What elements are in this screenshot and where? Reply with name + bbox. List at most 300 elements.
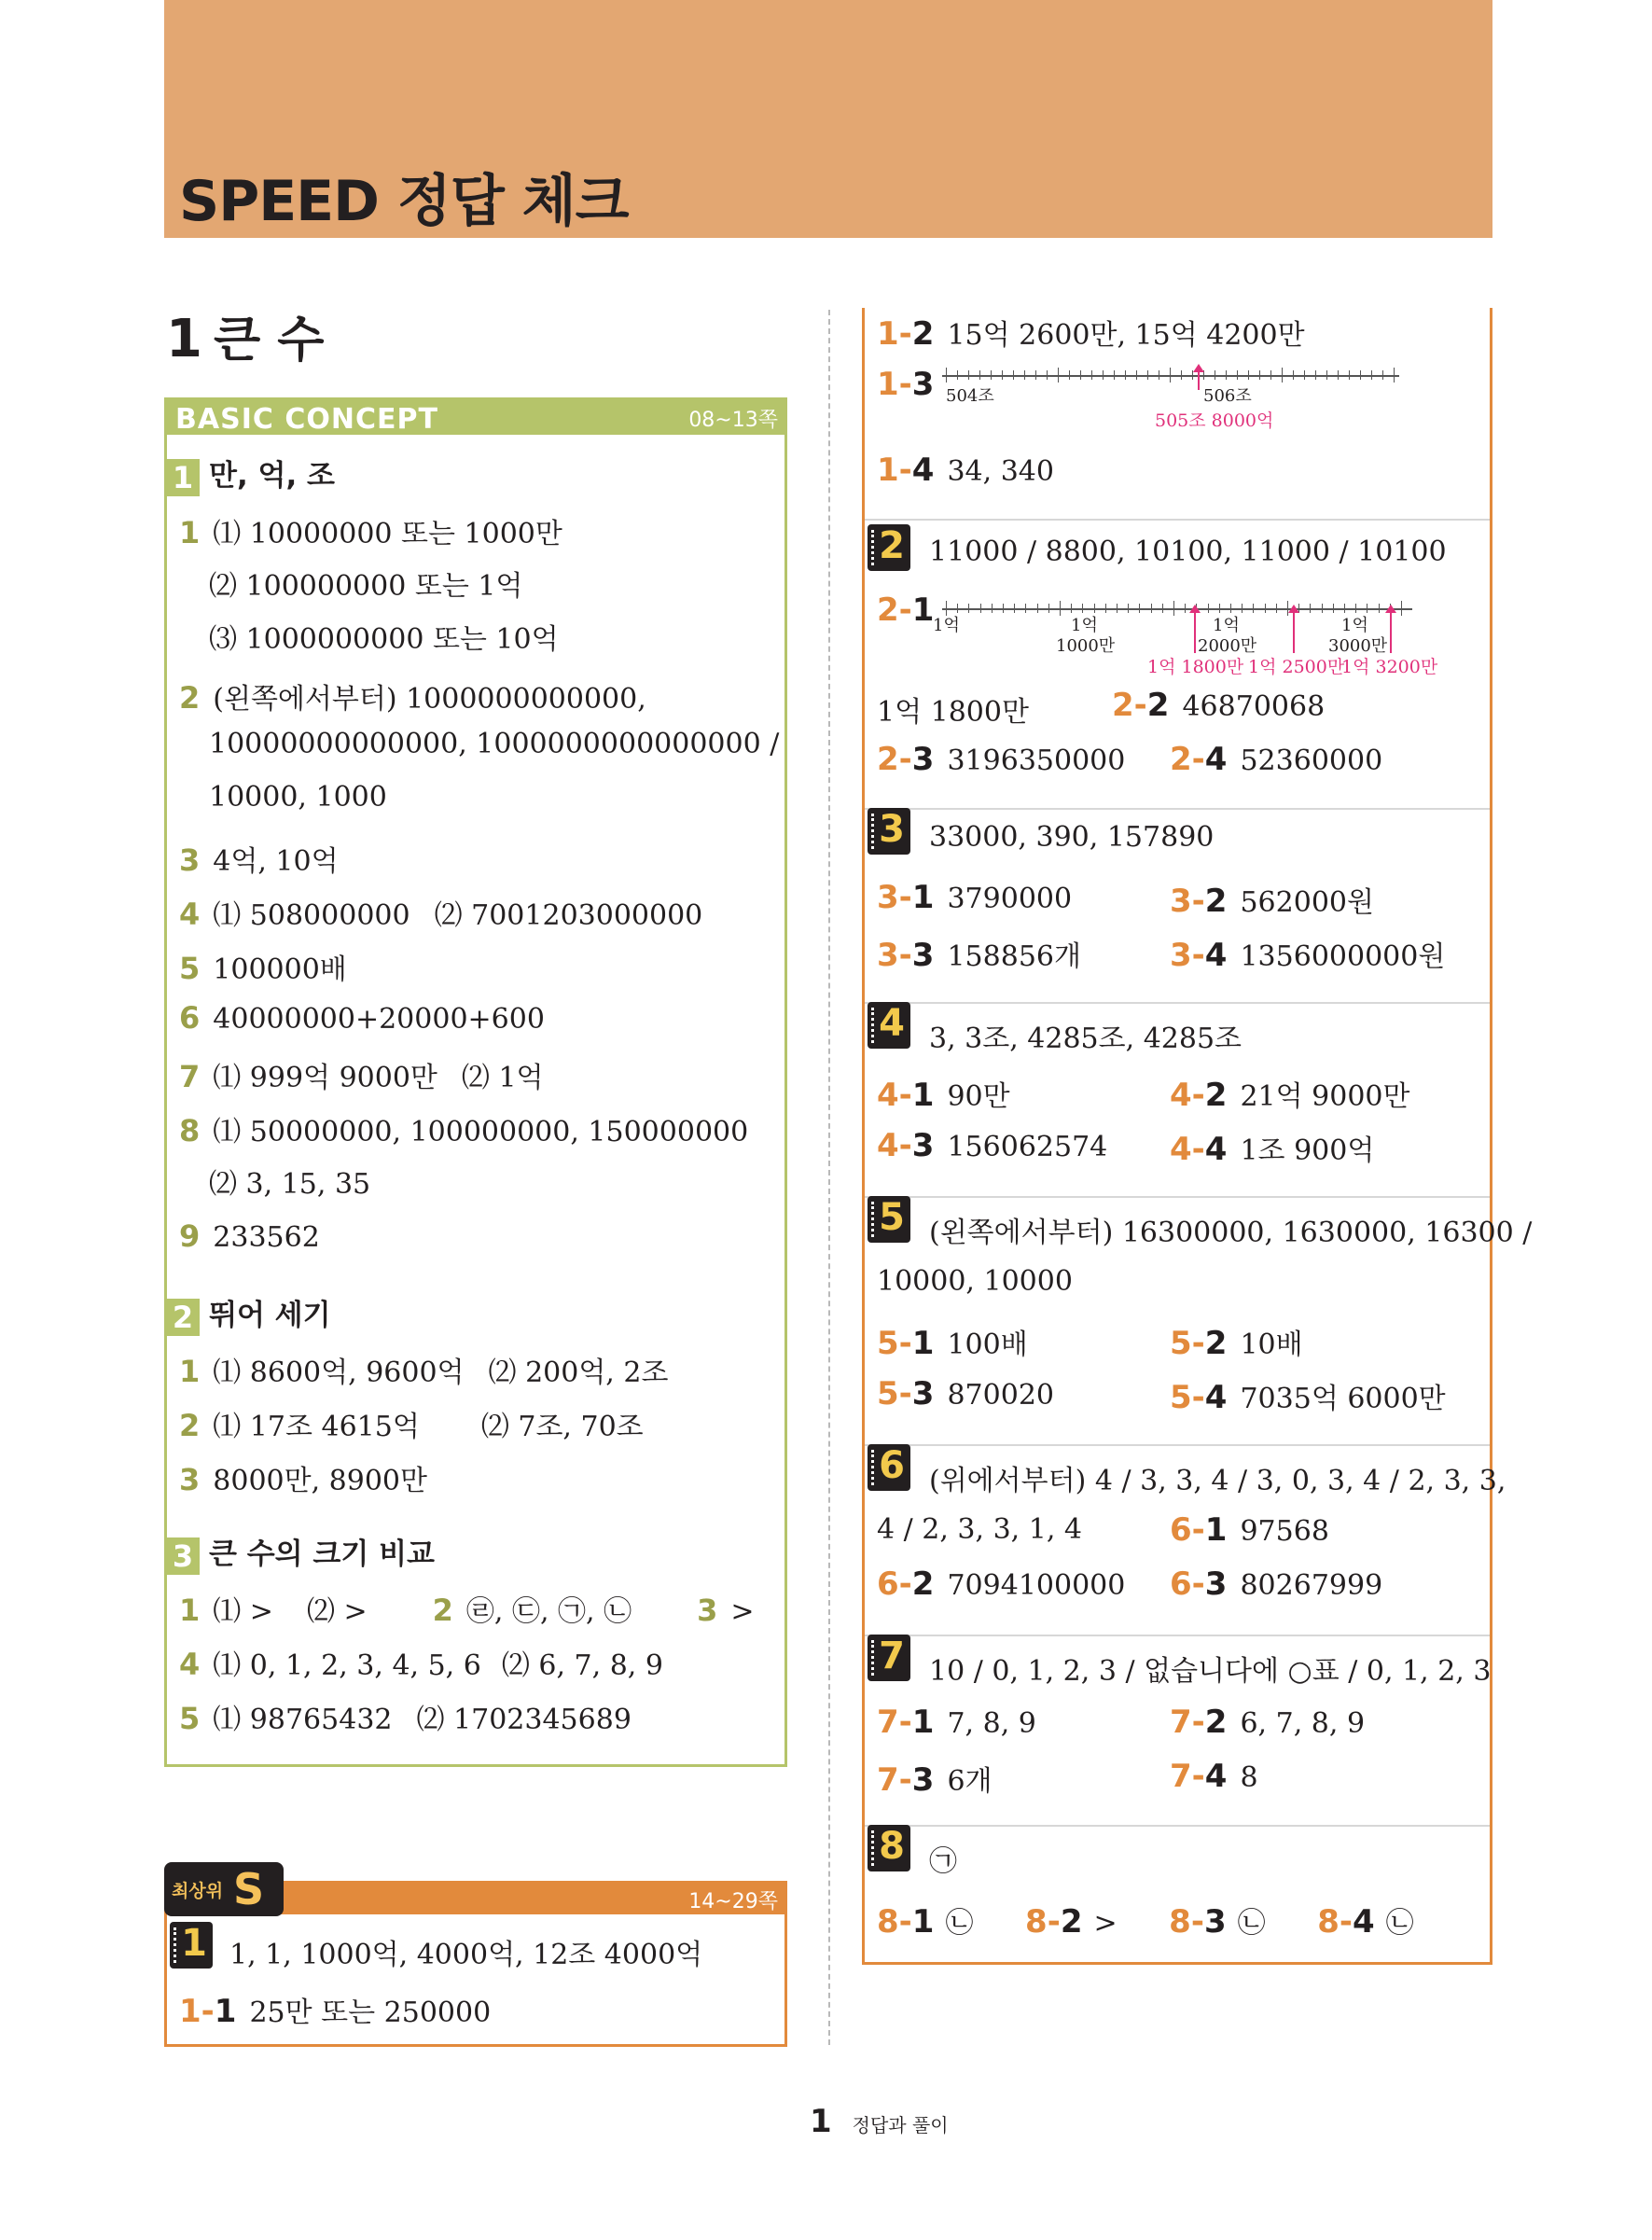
problem-number: 4 (877, 1077, 899, 1114)
marked-value: 505조 8000억 (1155, 410, 1274, 431)
problem-number: 1 (911, 1903, 935, 1941)
answer-line: 3-4 1356000000원 (1170, 937, 1446, 974)
answer-text: 10 / 0, 1, 2, 3 / 없습니다에 ○표 / 0, 1, 2, 3 (929, 1655, 1492, 1688)
answer-line (179, 1218, 320, 1254)
tick-mark (1226, 370, 1227, 380)
answer-text: 3790000 (947, 883, 1073, 915)
answer-text: (왼쪽에서부터) 1000000000000, (213, 683, 646, 716)
problem-number: 2 (1204, 1077, 1228, 1114)
problem-number: 3 (1170, 883, 1192, 920)
answer-text: 10000, 1000 (209, 781, 387, 814)
tick-mark (1105, 604, 1106, 613)
answer-text: 7094100000 (947, 1569, 1126, 1602)
answer-text: 46870068 (1182, 690, 1326, 723)
problem-number: 5 (877, 1375, 899, 1412)
answer-line (929, 536, 1447, 568)
problem-number: 1 (877, 315, 899, 353)
problem-number: 1 (1204, 1511, 1228, 1549)
answer-text: ⑴ 8600억, 9600억 (213, 1357, 465, 1389)
question-number: 1 (179, 1593, 201, 1628)
page-title: SPEED 정답 체크 (179, 169, 629, 234)
problem-number: 4 (1170, 1077, 1192, 1114)
film-number-icon (868, 524, 910, 571)
tick-mark (1058, 368, 1059, 383)
answer-text: 97568 (1240, 1515, 1329, 1548)
answer-text: 10000, 10000 (877, 1265, 1073, 1298)
answer-text: 3, 3조, 4285조, 4285조 (929, 1023, 1242, 1055)
answer-text: ⑵ 6, 7, 8, 9 (501, 1649, 663, 1682)
answer-text: 40000000+20000+600 (213, 1003, 545, 1036)
answer-text: ⑴ 999억 9000만 (213, 1062, 437, 1094)
problem-number: 3 (911, 937, 935, 974)
tick-label: 1억 (1071, 616, 1098, 635)
arrow-marker (1390, 612, 1392, 653)
answer-line: 4-2 21억 9000만 (1170, 1077, 1410, 1114)
question-number: 5 (179, 1701, 201, 1736)
answer-text: (왼쪽에서부터) 16300000, 1630000, 16300 / (929, 1217, 1533, 1249)
answer-line (179, 1457, 427, 1498)
answer-text: 34, 340 (947, 455, 1054, 488)
tick-mark (1151, 604, 1152, 613)
answer-line (209, 616, 559, 657)
question-number: 1 (179, 515, 201, 550)
section-title: 큰 수의 크기 비교 (209, 1537, 435, 1571)
answer-line: 3-1 3790000 (877, 879, 1073, 916)
tick-mark (1091, 370, 1092, 380)
tick-mark (1136, 370, 1137, 380)
tick-mark (1103, 370, 1104, 380)
question-number: 4 (179, 1647, 201, 1682)
answer-line (179, 1642, 663, 1683)
basic-concept-pages: 08~13쪽 (688, 409, 778, 432)
answer-text: 25만 또는 250000 (249, 1997, 492, 2029)
tick-mark (1322, 604, 1323, 613)
tick-mark (1048, 604, 1049, 613)
film-number: 2 (879, 524, 905, 567)
answer-text: ㉡ (1237, 1907, 1266, 1940)
tick-mark (1024, 370, 1025, 380)
row-separator (865, 519, 1490, 521)
answer-text: 870020 (947, 1379, 1054, 1412)
answer-text: ⑴ 98765432 (213, 1704, 393, 1736)
tick-mark (1276, 604, 1277, 613)
section-badge: 3 (166, 1537, 200, 1575)
answer-text: ⑴ 17조 4615억 (213, 1411, 420, 1443)
question-number: 9 (179, 1218, 201, 1254)
tick-mark (1014, 604, 1015, 613)
page-footer (810, 2103, 949, 2140)
answer-line: 1-4 34, 340 (877, 452, 1054, 489)
section-heading (166, 452, 335, 496)
answer-text: 10000000000000, 1000000000000000 / (209, 728, 780, 760)
answer-line: 6-1 97568 (1170, 1511, 1329, 1549)
problem-number: 5 (1170, 1325, 1192, 1362)
tick-label: 1000만 (1056, 636, 1116, 656)
problem-number: 6 (877, 1565, 899, 1603)
problem-number: 5 (1170, 1379, 1192, 1416)
number-line-axis (942, 375, 1399, 377)
answer-text: 21억 9000만 (1240, 1080, 1410, 1113)
tick-label: 3000만 (1328, 636, 1388, 656)
problem-number: 1 (179, 1993, 201, 2030)
problem-number: 2 (1060, 1903, 1083, 1941)
answer-line: 6-3 80267999 (1170, 1565, 1383, 1603)
tick-mark (1181, 370, 1182, 380)
tick-mark (1338, 370, 1339, 380)
problem-number: 3 (911, 1127, 935, 1164)
problem-number: 3 (911, 741, 935, 778)
problem-number: 5 (877, 1325, 899, 1362)
tick-mark (1037, 604, 1038, 613)
answer-line: 2-3 3196350000 (877, 741, 1126, 778)
problem-number: 1 (214, 1993, 237, 2030)
tick-mark (968, 604, 969, 613)
tick-mark (1114, 370, 1115, 380)
answer-text: ⑵ 1억 (461, 1062, 544, 1094)
problem-number: 2 (1170, 741, 1192, 778)
film-number-icon (170, 1922, 213, 1969)
section-heading (166, 1291, 331, 1336)
answer-text: > (1093, 1907, 1118, 1940)
problem-number: 1 (877, 452, 899, 489)
tick-label: 504조 (946, 386, 994, 406)
answer-line: 7-2 6, 7, 8, 9 (1170, 1704, 1366, 1741)
tick-mark (1047, 370, 1048, 380)
tick-mark (1248, 370, 1249, 380)
question-number: 5 (179, 951, 201, 986)
tick-mark (1379, 604, 1380, 613)
problem-number: 2 (877, 591, 899, 629)
problem-number: 7 (877, 1761, 899, 1799)
answer-line (179, 1349, 668, 1390)
tick-mark (991, 370, 992, 380)
problem-number: 3 (1203, 1903, 1227, 1941)
tick-mark (1035, 370, 1036, 380)
answer-line (179, 838, 339, 879)
arrow-marker (1293, 612, 1295, 653)
answer-text: 100배 (947, 1329, 1028, 1361)
answer-line: 8-1 ㉡ 8-2 > 8-3 ㉡ 8-4 ㉡ (877, 1903, 1414, 1941)
problem-number: 1 (911, 1325, 935, 1362)
film-number: 7 (879, 1635, 905, 1677)
tick-mark (1360, 370, 1361, 380)
film-number-icon (868, 808, 910, 855)
answer-line (929, 1648, 1491, 1689)
answer-line (179, 1696, 632, 1737)
top-level-pages: 14~29쪽 (688, 1890, 778, 1913)
tick-mark (1080, 370, 1081, 380)
problem-number: 7 (1170, 1704, 1192, 1741)
answer-line: 4-3 156062574 (877, 1127, 1108, 1164)
film-number: 4 (879, 1002, 905, 1045)
arrow-marker (1198, 371, 1200, 390)
problem-number: 1 (911, 1704, 935, 1741)
answer-line: 5-3 870020 (877, 1375, 1054, 1412)
answer-text: 158856개 (947, 940, 1081, 973)
answer-text: 7035억 6000만 (1240, 1383, 1446, 1415)
top-level-logo (164, 1862, 284, 1916)
problem-number: 2 (1146, 687, 1170, 724)
answer-text: ⑵ 7조, 70조 (480, 1411, 644, 1443)
tick-mark (1060, 601, 1061, 616)
problem-number: 2 (1112, 687, 1134, 724)
answer-line: 1-1 25만 또는 250000 (179, 1993, 492, 2030)
answer-text: ⑵ > (306, 1595, 368, 1628)
film-number: 8 (879, 1825, 905, 1868)
problem-number: 2 (911, 315, 935, 353)
answer-text: ㉡ (1385, 1907, 1414, 1940)
problem-number: 2 (911, 1565, 935, 1603)
page-number: 1 (810, 2103, 832, 2140)
section-badge: 1 (166, 459, 200, 496)
answer-line: 7-1 7, 8, 9 (877, 1704, 1036, 1741)
film-number: 5 (879, 1196, 905, 1239)
answer-line: 3-2 562000원 (1170, 883, 1374, 920)
tick-mark (1270, 370, 1271, 380)
tick-mark (979, 370, 980, 380)
answer-text: 156062574 (947, 1131, 1108, 1163)
basic-concept-header (164, 397, 787, 435)
tick-mark (1185, 604, 1186, 613)
row-separator (865, 1444, 1490, 1446)
problem-number: 4 (911, 452, 935, 489)
answer-text: 90만 (947, 1080, 1010, 1113)
answer-line: 2-2 46870068 (1112, 687, 1326, 724)
header-banner (164, 0, 1492, 238)
tick-mark (1326, 370, 1327, 380)
answer-line (209, 781, 387, 814)
problem-number: 6 (1170, 1565, 1192, 1603)
problem-number: 2 (1204, 1325, 1228, 1362)
answer-text: ⑵ 200억, 2조 (488, 1357, 669, 1389)
answer-text: 8000만, 8900만 (213, 1465, 427, 1497)
answer-text: ⑵ 100000000 또는 1억 (209, 570, 523, 603)
tick-mark (1349, 370, 1350, 380)
question-number: 3 (179, 1462, 201, 1497)
answer-text: 1356000000원 (1240, 940, 1446, 973)
marked-value: 1억 2500만 (1248, 657, 1345, 677)
logo-s: S (233, 1864, 265, 1914)
question-number: 8 (179, 1113, 201, 1148)
chapter-number: 1 (166, 309, 202, 369)
answer-line (179, 892, 702, 933)
answer-text: 33000, 390, 157890 (929, 821, 1215, 854)
tick-mark (1282, 368, 1283, 383)
answer-line: 5-1 100배 (877, 1325, 1028, 1362)
answer-line: 7-4 8 (1170, 1758, 1258, 1795)
question-number: 7 (179, 1059, 201, 1094)
answer-text: (위에서부터) 4 / 3, 3, 4 / 3, 0, 3, 4 / 2, 3, 3, (929, 1465, 1506, 1497)
answer-line (229, 1931, 702, 1972)
tick-label: 1억 (933, 616, 960, 635)
tick-label: 1억 (1341, 616, 1368, 635)
chapter-title (166, 300, 325, 370)
answer-line (179, 1054, 544, 1095)
column-divider (828, 310, 830, 2045)
question-number: 1 (179, 1354, 201, 1389)
chapter-name: 큰 수 (213, 313, 325, 369)
problem-number: 1 (877, 366, 899, 403)
problem-number: 8 (1317, 1903, 1340, 1941)
tick-mark (1025, 604, 1026, 613)
tick-mark (1170, 368, 1171, 383)
row-separator (865, 1635, 1490, 1636)
question-number: 2 (432, 1593, 453, 1628)
tick-label: 2000만 (1198, 636, 1257, 656)
problem-number: 8 (1025, 1903, 1048, 1941)
tick-mark (1315, 370, 1316, 380)
problem-number: 4 (1204, 937, 1228, 974)
tick-mark (1401, 601, 1402, 616)
answer-text: 6개 (947, 1765, 993, 1798)
answer-line (929, 1015, 1242, 1056)
row-separator (865, 1002, 1490, 1004)
tick-mark (1265, 604, 1266, 613)
answer-text: 80267999 (1240, 1569, 1383, 1602)
tick-mark (1293, 370, 1294, 380)
problem-number: 1 (911, 1077, 935, 1114)
problem-number: 3 (911, 1375, 935, 1412)
tick-label: 506조 (1203, 386, 1252, 406)
problem-number: 4 (1204, 741, 1228, 778)
question-number: 4 (179, 897, 201, 932)
section-title: 뛰어 세기 (209, 1299, 331, 1332)
tick-mark (1125, 370, 1126, 380)
tick-mark (1173, 601, 1174, 616)
problem-number: 2 (877, 741, 899, 778)
answer-text: ⑶ 1000000000 또는 10억 (209, 623, 559, 656)
tick-mark (992, 604, 993, 613)
problem-number: 7 (1170, 1758, 1192, 1795)
question-number: 3 (697, 1593, 718, 1628)
problem-number: 3 (877, 879, 899, 916)
film-number-icon (868, 1002, 910, 1049)
problem-number: 1 (911, 879, 935, 916)
answer-text: 233562 (213, 1221, 320, 1254)
answer-line (877, 1265, 1073, 1298)
problem-number: 4 (1204, 1379, 1228, 1416)
tick-mark (1333, 604, 1334, 613)
question-number: 2 (179, 680, 201, 716)
logo-text: 최상위 (172, 1881, 224, 1901)
film-number-icon (868, 1635, 910, 1681)
tick-mark (1394, 368, 1395, 383)
tick-mark (1128, 604, 1129, 613)
problem-number: 2 (1204, 883, 1228, 920)
tick-mark (1382, 370, 1383, 380)
tick-mark (1371, 370, 1372, 380)
answer-text: 1억 1800만 (877, 696, 1029, 729)
answer-line: 6-2 7094100000 (877, 1565, 1126, 1603)
tick-mark (1117, 604, 1118, 613)
answer-line: 5-4 7035억 6000만 (1170, 1379, 1446, 1416)
tick-mark (1002, 370, 1003, 380)
answer-line (179, 1108, 748, 1149)
answer-line (877, 689, 1029, 730)
question-number: 2 (179, 1408, 201, 1443)
tick-mark (1003, 604, 1004, 613)
answer-line (929, 821, 1214, 854)
answer-text: ⑵ 3, 15, 35 (209, 1168, 371, 1201)
answer-text: ㉡ (945, 1907, 974, 1940)
answer-line (179, 1588, 755, 1629)
answer-line: 4-1 90만 (877, 1077, 1010, 1114)
film-number-icon (868, 1444, 910, 1491)
tick-mark (1304, 370, 1305, 380)
marked-value: 1억 3200만 (1341, 657, 1438, 677)
answer-line (179, 946, 347, 987)
answer-text: 100000배 (213, 953, 347, 986)
problem-number: 4 (1204, 1758, 1228, 1795)
film-number: 1 (181, 1922, 207, 1965)
film-number-icon (868, 1825, 910, 1871)
problem-number: 4 (1204, 1131, 1228, 1168)
tick-mark (1310, 604, 1311, 613)
tick-mark (1069, 370, 1070, 380)
answer-text: ㉣, ㉢, ㉠, ㉡ (465, 1595, 632, 1628)
row-separator (865, 808, 1490, 810)
tick-mark (1259, 370, 1260, 380)
answer-line (929, 1209, 1532, 1250)
answer-text: 6, 7, 8, 9 (1240, 1707, 1366, 1740)
problem-number: 4 (1352, 1903, 1375, 1941)
tick-mark (946, 368, 947, 383)
tick-mark (957, 370, 958, 380)
answer-text: 10배 (1240, 1329, 1303, 1361)
tick-mark (1139, 604, 1140, 613)
problem-number: 3 (911, 1761, 935, 1799)
answer-line: 1-3 (877, 366, 935, 403)
answer-text: 4 / 2, 3, 3, 1, 4 (877, 1513, 1082, 1546)
film-number-icon (868, 1196, 910, 1243)
problem-number: 3 (911, 366, 935, 403)
answer-text: ㉠ (929, 1845, 957, 1878)
answer-text: ⑴ > (213, 1595, 273, 1628)
problem-number: 7 (877, 1704, 899, 1741)
question-number: 6 (179, 1000, 201, 1036)
tick-mark (1013, 370, 1014, 380)
problem-number: 2 (1204, 1704, 1228, 1741)
number-line-axis (942, 608, 1412, 610)
film-number: 6 (879, 1444, 905, 1487)
answer-line (929, 1838, 957, 1879)
answer-line (929, 1457, 1506, 1498)
answer-line: 2-1 (877, 591, 935, 629)
answer-text: 1, 1, 1000억, 4000억, 12조 4000억 (229, 1939, 703, 1971)
answer-text: 3196350000 (947, 744, 1126, 777)
answer-line (209, 563, 522, 604)
row-separator (865, 1196, 1490, 1198)
answer-line (179, 1000, 545, 1036)
answer-text: 52360000 (1240, 744, 1383, 777)
problem-number: 8 (877, 1903, 899, 1941)
answer-text: 1조 900억 (1240, 1134, 1375, 1167)
answer-text: 15억 2600만, 15억 4200만 (947, 319, 1305, 352)
answer-line: 5-2 10배 (1170, 1325, 1303, 1362)
problem-number: 3 (1204, 1565, 1228, 1603)
marked-value: 1억 1800만 (1147, 657, 1244, 677)
problem-number: 4 (1170, 1131, 1192, 1168)
answer-line: 3-3 158856개 (877, 937, 1081, 974)
answer-text: ⑴ 10000000 또는 1000만 (213, 518, 562, 550)
problem-number: 3 (1170, 937, 1192, 974)
answer-text: 7, 8, 9 (947, 1707, 1036, 1740)
answer-line (209, 1161, 370, 1202)
section-title: 만, 억, 조 (209, 459, 335, 493)
question-number: 3 (179, 842, 201, 878)
answer-text: ⑴ 0, 1, 2, 3, 4, 5, 6 (213, 1649, 481, 1682)
tick-label: 1억 (1213, 616, 1240, 635)
